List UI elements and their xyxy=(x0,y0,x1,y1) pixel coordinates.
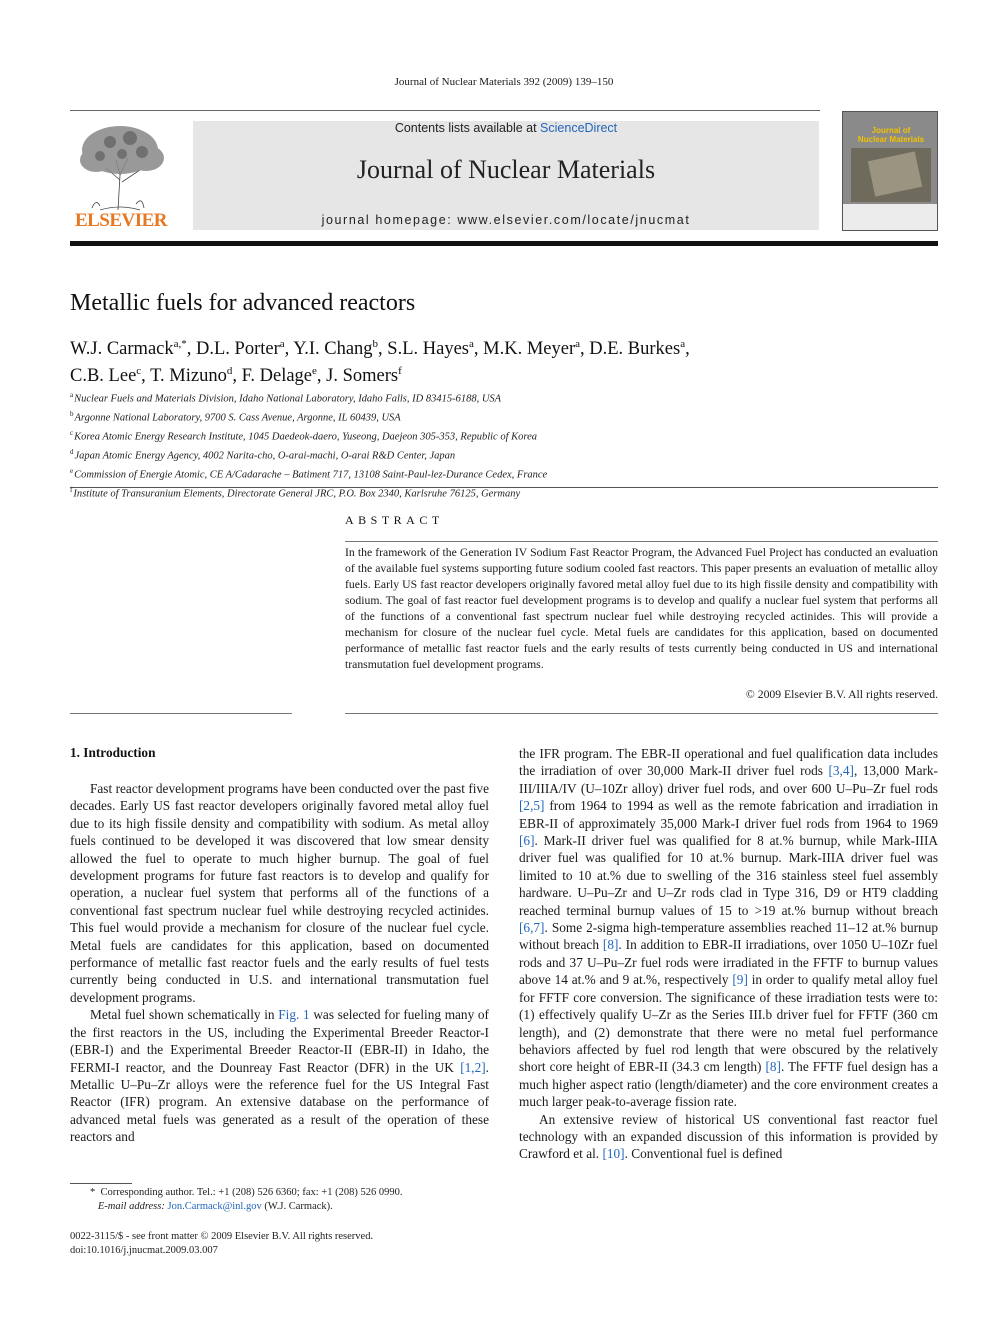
affiliations xyxy=(70,388,938,501)
doi-line[interactable]: doi:10.1016/j.jnucmat.2009.03.007 xyxy=(70,1245,218,1256)
author[interactable]: W.J. Carmack$^{a,*}$ xyxy=(70,338,187,360)
journal-reference: Journal of Nuclear Materials 392 (2009) 139–150 xyxy=(394,76,614,88)
figure-link[interactable]: Fig. 1 xyxy=(278,1007,310,1023)
contents-line xyxy=(193,121,819,135)
author[interactable]: M.K. Meyer$^a$ xyxy=(483,338,580,360)
affiliation: $^a$Nuclear Fuels and Materials Division, Idaho National Laboratory, Idaho Falls, ID 83415-6188, USA xyxy=(70,391,502,405)
sciencedirect-link[interactable]: ScienceDirect xyxy=(540,121,618,135)
affiliations-divider xyxy=(70,487,938,488)
author[interactable]: J. Somers$^f$ xyxy=(326,365,402,387)
abstract-text: In the framework of the Generation IV Sodium Fast Reactor Program, the Advanced Fuel Project has conducted an evaluation of the available fuel systems supporting future sodium cooled fast reactors. This paper presents an evaluation of metallic alloy fuels. Early US fast reactor developers originally favored metal alloy fuel due to its high fissile density and compatibility with sodium. The goal of fast reactor fuel development programs is to develop and qualify a nuclear fuel system that performs all of the functions of a conventional fast spectrum nuclear fuel while destroying recycled actinides. This will provide a mechanism for closure of the nuclear fuel cycle. Metal fuels are candidates for this application, based on documented performance of metallic fast reactor fuels and the early results of tests currently being conducted in US and international transmutation fuel development programs. xyxy=(345,546,938,671)
abstract-divider xyxy=(345,541,938,542)
citation-link[interactable]: [8] xyxy=(765,1059,781,1075)
author[interactable]: S.L. Hayes$^a$ xyxy=(387,338,474,360)
tree-icon xyxy=(70,120,172,212)
paragraph: the IFR program. The EBR-II operational and fuel qualification data includes the irradiation of over 30,000 Mark-II driver fuel rods [3,4], 13,000 Mark-III/IIIA/IV (U–10Zr alloy) driver fuel rods, and over 600 U–Pu–Zr fuel rods [2,5] from 1964 to 1994 as well as the remote fabrication and irradiation in EBR-II of approximately 35,000 Mark-I driver fuel rods from 1964 to 1969 [6]. Mark-II driver fuel was qualified for 8 at.% burnup, while Mark-IIIA driver fuel was qualified for 10 at.% burnup. Mark-IIIA driver fuel was limited to 10 at.% due to swelling of the 316 stainless steel fuel assembly hardware. U–Pu–Zr and U–Zr rods clad in Type 316, D9 or HT9 cladding reached terminal burnup values of 15 to >19 at.% burnup without breach [6,7]. Some 2-sigma high-temperature assemblies reached 11–12 at.% burnup without breach [8]. In addition to EBR-II irradiations, over 1050 U–10Zr fuel rods and 37 U–Pu–Zr fuel rods were irradiated in the FFTF to burnup values above 14 at.% and 9 at.%, respectively [9] in order to qualify metal alloy fuel for FFTF core conversion. The significance of these irradiation tests were to: (1) effectively qualify U–Zr as the Series III.b driver fuel for FFTF (360 cm length), and (2) demonstrate that there were no metal fuel performance behaviors affected by fuel rod length that were obscured by the relatively short core height of EBR-II (34.3 cm length) [8]. The FFTF fuel design has a much higher aspect ratio (length/diameter) and the core environment creates a much larger peak-to-average fission rate. xyxy=(519,746,939,1110)
affiliation: $^e$Commission of Energie Atomic, CE A/Cadarache – Batiment 717, 13108 Saint-Paul-lez-Durance Cedex, France xyxy=(70,466,548,481)
author[interactable]: D.L. Porter$^a$ xyxy=(196,338,285,360)
author-list: W.J. Carmack$^{a,*}$, D.L. Porter$^a$, Y.I. Chang$^b$, S.L. Hayes$^a$, M.K. Meyer$^a$, D.E. Burkes$^a$, C.B. Lee$^c$, T. Mizuno$^d$, F. Delage$^e$, J. Somers$^f$ xyxy=(70,338,690,387)
cover-title: Journal of Nuclear Materials xyxy=(857,126,925,144)
elsevier-logo[interactable] xyxy=(70,120,172,232)
paragraph: Metal fuel shown schematically in Fig. 1 was selected for fueling many of the first reactors in the US, including the Experimental Breeder Reactor-I (EBR-I) and the Experimental Breeder Reactor-II (EBR-II) in Idaho, the FERMI-I reactor, and the Dounreay Fast Reactor (DFR) in the UK [1,2]. Metallic U–Pu–Zr alloys were the reference fuel for the US Integral Fast Reactor (IFR) program. An extensive database on the performance of advanced metal fuels was generated as a result of the operation of these reactors and xyxy=(70,1007,489,1145)
citation-link[interactable]: [1,2] xyxy=(460,1059,486,1075)
journal-cover-thumbnail[interactable] xyxy=(842,111,938,231)
author[interactable]: F. Delage$^e$ xyxy=(241,365,317,387)
corresponding-author-note: * Corresponding author. Tel.: +1 (208) 526 6360; fax: +1 (208) 526 0990. xyxy=(90,1187,403,1198)
cover-footer xyxy=(843,204,937,230)
publisher-wordmark: ELSEVIER xyxy=(74,210,168,231)
author[interactable]: C.B. Lee$^c$ xyxy=(70,365,142,387)
author[interactable]: Y.I. Chang$^b$ xyxy=(293,338,379,360)
abstract-bottom-divider xyxy=(345,713,938,714)
author[interactable]: T. Mizuno$^d$ xyxy=(150,365,233,387)
citation-link[interactable]: [3,4] xyxy=(828,763,854,779)
affiliation: $^d$Japan Atomic Energy Agency, 4002 Narita-cho, O-arai-machi, O-arai R&D Center, Japan xyxy=(70,447,456,462)
header-thick-rule xyxy=(70,241,938,246)
issn-line: 0022-3115/$ - see front matter © 2009 Elsevier B.V. All rights reserved. xyxy=(70,1231,374,1242)
article-title: Metallic fuels for advanced reactors xyxy=(70,290,416,316)
right-column xyxy=(519,745,938,1163)
citation-link[interactable]: [10] xyxy=(602,1146,625,1162)
left-column xyxy=(70,780,489,1146)
affiliation: $^c$Korea Atomic Energy Research Institute, 1045 Daedeok-daero, Yuseong, Daejeon 305-353, Republic of Korea xyxy=(70,428,537,443)
publication-info xyxy=(70,1230,489,1258)
abstract-copyright: © 2009 Elsevier B.V. All rights reserved. xyxy=(745,688,938,701)
header-divider xyxy=(70,110,820,111)
left-divider xyxy=(70,713,292,714)
affiliation: $^b$Argonne National Laboratory, 9700 S. Cass Avenue, Argonne, IL 60439, USA xyxy=(70,409,401,424)
journal-title: Journal of Nuclear Materials xyxy=(356,155,656,184)
abstract-heading: ABSTRACT xyxy=(345,513,444,527)
citation-link[interactable]: [2,5] xyxy=(519,798,545,814)
affiliation: $^f$Institute of Transuranium Elements, Directorate General JRC, P.O. Box 2340, Karlsruhe 76125, Germany xyxy=(70,485,521,500)
contents-prefix: Contents lists available at xyxy=(394,121,541,135)
email-line: E-mail address: Jon.Carmack@inl.gov (W.J. Carmack). xyxy=(97,1201,333,1212)
section-heading: 1. Introduction xyxy=(70,745,156,760)
citation-link[interactable]: [8] xyxy=(602,937,619,953)
citation-link[interactable]: [6] xyxy=(519,833,535,849)
paragraph: Fast reactor development programs have been conducted over the past five decades. Early US fast reactor developers originally favored metal alloy fuel due to its high fissile density and compatibility with sodium. As metal alloy fuels continued to be developed it was discovered that low smear density allowed the fuel to operate to much higher burnup. The goal of fuel development programs for future fast reactors is to develop and qualify for operation, a nuclear fuel system that performs all of the functions of a conventional fast spectrum nuclear fuel while destroying recycled actinides. This fuel would provide a mechanism for closure of the nuclear fuel cycle. Metal fuels are candidates for this application, based on documented performance of metallic fast reactor fuels and the early results of fuel tests currently being conducted in U.S. and international transmutation fuel development programs. xyxy=(70,781,489,1005)
journal-homepage[interactable]: journal homepage: www.elsevier.com/locate/jnucmat xyxy=(321,213,691,227)
email-link[interactable]: Jon.Carmack@inl.gov xyxy=(167,1201,262,1212)
footnote xyxy=(70,1186,489,1214)
citation-link[interactable]: [6,7] xyxy=(519,920,545,936)
citation-link[interactable]: [9] xyxy=(732,972,748,988)
cover-image xyxy=(851,148,931,202)
footnote-divider xyxy=(70,1183,132,1184)
author[interactable]: D.E. Burkes$^a$ xyxy=(589,338,686,360)
paragraph: An extensive review of historical US conventional fast reactor fuel technology with an expanded discussion of this information is provided by Crawford et al. [10]. Conventional fuel is defined xyxy=(519,1111,938,1162)
